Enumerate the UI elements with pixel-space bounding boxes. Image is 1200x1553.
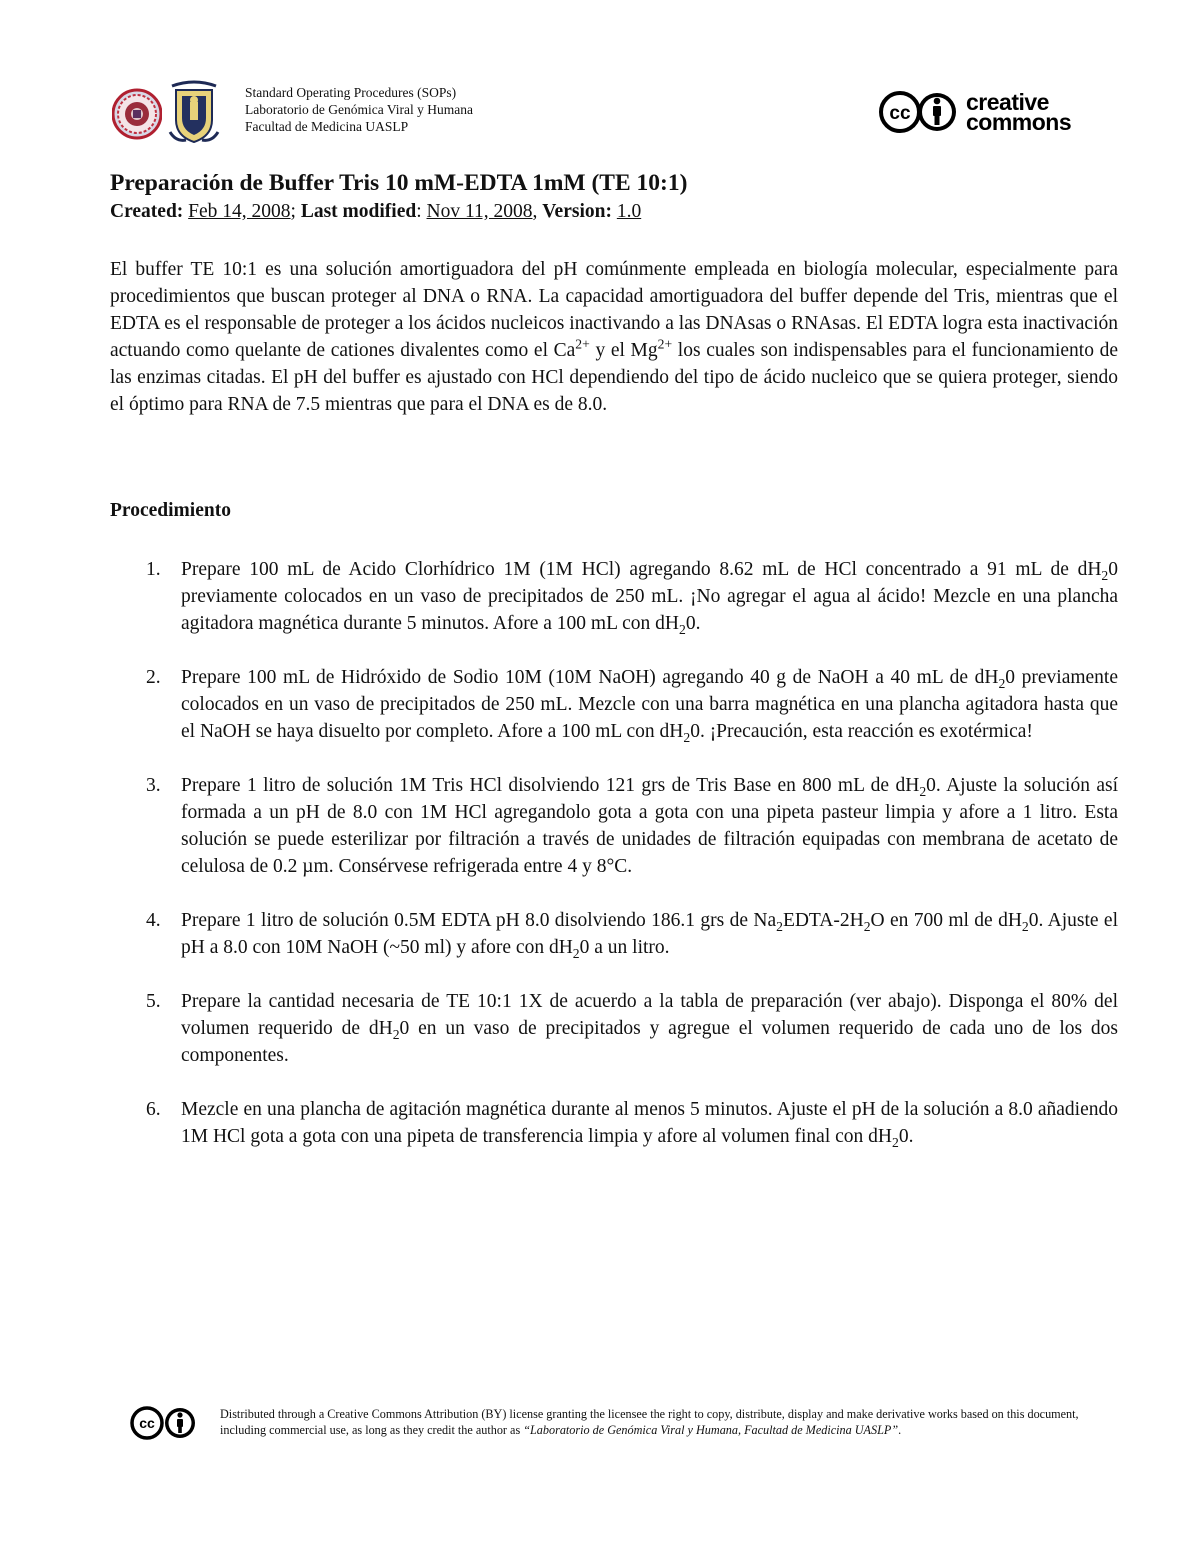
header-lab-info [245,84,473,135]
cc-by-icon [130,1406,198,1440]
document-title: Preparación de Buffer Tris 10 mM-EDTA 1mM (TE 10:1) [110,170,688,196]
step-text: 0. [898,1126,914,1147]
procedure-step [110,664,1118,745]
created-date: Feb 14, 2008 [188,201,291,222]
intro-text: El buffer TE 10:1 es una solución amortiguadora del pH comúnmente empleada en biología molecular, especialmente para procedimientos que buscan proteger al DNA o RNA. La capacidad amortiguadora del buffer depende del Tris, mientras que el EDTA es el responsable de proteger a los ácidos nucleicos inactivando a las DNAsas o RNAsas. El EDTA logra esta inactivación actuando como quelante de cationes divalentes como el Ca [110,259,1118,361]
cc-wordmark-commons: commons [966,109,1072,134]
subscript: 2 [1101,567,1109,583]
subscript: 2 [891,1134,899,1150]
subscript: 2 [679,621,686,637]
step-text: EDTA-2H [782,910,864,931]
created-label: Created: [110,201,184,222]
subscript: 2 [1021,918,1029,934]
procedure-step [110,772,1118,880]
step-text: 0 previamente colocados en un vaso de precipitados de 250 mL. ¡No agregar el agua al ácido! Mezcle en una plancha agitadora magnética durante 5 minutos. Afore a 100 mL con dH [181,559,1118,634]
step-text: 0. ¡Precaución, esta reacción es exotérmica! [690,721,1033,742]
creative-commons-logo [878,90,1100,134]
step-text: 0. Ajuste la solución así formada a un pH de 8.0 con 1M HCl agregandolo gota a gota con una pipeta pasteur limpia y afore a 1 litro. Esta solución se puede esterilizar por filtración a través de unidades de filtración equipadas con membrana de acetato de celulosa de 0.2 µm. Consérvese refrigerada entre 4 y 8°C. [181,775,1118,877]
last-modified-date: Nov 11, 2008 [426,201,533,222]
step-number: 1. [146,559,161,580]
superscript: 2+ [575,336,590,352]
procedure-steps [110,556,1118,1177]
step-text: 0 en un vaso de precipitados y agregue el volumen requerido de cada uno de los dos componentes. [181,1018,1118,1066]
subscript: 2 [919,783,927,799]
footer-cc-symbol: cc [139,1415,155,1431]
step-text: Mezcle en una plancha de agitación magnética durante al menos 5 minutos. Ajuste el pH de la solución a 8.0 añadiendo 1M HCl gota a gota con una pipeta de transferencia limpia y afore al volumen final con dH [181,1099,1118,1147]
step-text: 0 a un litro. [579,937,670,958]
license-footer [130,1404,1110,1444]
header-line-sops: Standard Operating Procedures (SOPs) [245,85,457,100]
subscript: 2 [572,945,580,961]
subscript: 2 [863,918,871,934]
subscript: 2 [776,918,783,934]
procedure-heading: Procedimiento [110,500,231,521]
step-text: 0. [685,613,701,634]
step-text: Prepare 1 litro de solución 0.5M EDTA pH 8.0 disolviendo 186.1 grs de Na [181,910,777,931]
superscript: 2+ [657,336,673,352]
meta-separator: , [532,201,538,222]
last-modified-label: Last modified [300,201,417,222]
step-text: Prepare 100 mL de Acido Clorhídrico 1M (1M HCl) agregando 8.62 mL de HCl concentrado a 91 mL de dH [181,559,1102,580]
cc-wordmark-creative: creative [966,90,1049,115]
license-credit: “Laboratorio de Genómica Viral y Humana, Facultad de Medicina UASLP” [523,1423,899,1437]
faculty-shield-logo [168,80,220,146]
step-number: 6. [146,1099,161,1120]
intro-text: y el Mg [589,340,658,361]
cc-symbol-text: cc [889,103,911,124]
version-label: Version: [542,201,612,222]
header-line-lab: Laboratorio de Genómica Viral y Humana [245,102,473,117]
procedure-step [110,556,1118,637]
step-number: 2. [146,667,161,688]
header-line-faculty: Facultad de Medicina UASLP [245,119,409,134]
step-number: 4. [146,910,161,931]
intro-paragraph [110,256,1118,418]
meta-separator: ; [290,201,296,222]
license-body: Distributed through a Creative Commons Attribution (BY) license granting the licensee the right to copy, distribute, display and make derivative works based on this document, including commercial use, as long as they credit the author as [220,1407,1079,1437]
subscript: 2 [683,729,691,745]
meta-colon: : [416,201,422,222]
license-end: . [898,1423,902,1437]
procedure-step [110,1096,1118,1150]
subscript: 2 [392,1026,400,1042]
page-header [110,78,1110,158]
step-text: 0. Ajuste el pH a 8.0 con 10M NaOH (~50 ml) y afore con dH [181,910,1118,958]
step-text: O en 700 ml de dH [870,910,1022,931]
subscript: 2 [998,675,1006,691]
procedure-step [110,988,1118,1069]
title-block [110,168,1118,226]
step-number: 3. [146,775,161,796]
step-text: Prepare 1 litro de solución 1M Tris HCl disolviendo 121 grs de Tris Base en 800 mL de dH [181,775,920,796]
intro-text: los cuales son indispensables para el funcionamiento de las enzimas citadas. El pH del buffer es ajustado con HCl dependiendo del tipo de ácido nucleico que se quiera proteger, siendo el óptimo para RNA de 7.5 mientras que para el DNA es de 8.0. [110,340,1119,415]
step-text: Prepare 100 mL de Hidróxido de Sodio 10M (10M NaOH) agregando 40 g de NaOH a 40 mL de dH [181,667,999,688]
university-seal-logo [112,84,162,146]
step-text: 0 previamente colocados en un vaso de precipitados de 250 mL. Mezcle con una barra magnética en una plancha agitadora hasta que el NaOH se haya disuelto por completo. Afore a 100 mL con dH [181,667,1118,742]
procedure-step [110,907,1118,961]
license-text [220,1406,1110,1438]
step-number: 5. [146,991,161,1012]
step-text: Prepare la cantidad necesaria de TE 10:1 1X de acuerdo a la tabla de preparación (ver abajo). Disponga el 80% del volumen requerido de dH [181,991,1118,1039]
document-meta [110,198,1118,226]
version-value: 1.0 [616,201,642,222]
